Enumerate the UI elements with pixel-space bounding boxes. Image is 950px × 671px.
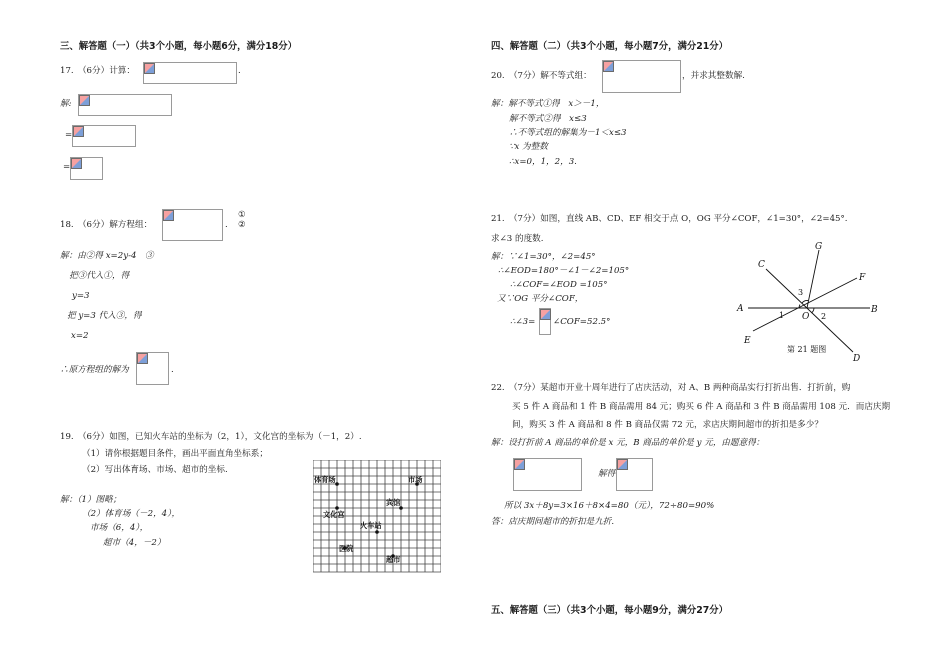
- q18-tail: .: [225, 220, 228, 230]
- q22-solution-image: [616, 458, 653, 491]
- q20-line1: 解：解不等式①得 x＞－1，: [491, 99, 605, 109]
- label-f: F: [859, 273, 866, 283]
- broken-image-icon: [144, 63, 155, 74]
- grid-label-market: 市场: [408, 475, 423, 484]
- q18-line4: 把 y=3 代入③，得: [67, 311, 142, 321]
- q22-stem: 22. （7分）某超市开业十周年进行了店庆活动，对 A、B 两种商品实行打折出售．打折前，购: [491, 383, 851, 393]
- q18-line5: x=2: [71, 331, 89, 341]
- broken-image-icon: [79, 95, 90, 106]
- grid-label-hotel: 宾馆: [386, 498, 401, 507]
- grid-label-train-station: 火车站: [360, 521, 382, 530]
- q18-mark-2: ②: [238, 220, 246, 230]
- line-ef: [753, 278, 857, 331]
- q17-solution-label: 解:: [60, 99, 72, 109]
- q20-line3: ∴不等式组的解集为－1＜x≤3: [509, 128, 627, 138]
- q22-stem3: 间，购买 3 件 A 商品和 8 件 B 商品仅需 72 元，求店庆期间超市的折扣是多少？: [512, 420, 823, 430]
- q22-line4: 答：店庆期间超市的折扣是九折.: [491, 517, 615, 527]
- broken-image-icon: [603, 61, 614, 72]
- broken-image-icon: [71, 158, 82, 169]
- grid-label-supermarket: 超市: [386, 555, 401, 564]
- q20-line2: 解不等式②得 x≤3: [509, 114, 587, 124]
- q17-expression-image: [143, 62, 237, 84]
- q21-line5a: ∴∠3=: [510, 317, 536, 327]
- q19-ans2: 市场（6，4），: [90, 523, 149, 533]
- q19-stem: 19. （6分）如图，已知火车站的坐标为（2，1），文化宫的坐标为（－1，2）.: [60, 432, 362, 442]
- label-d: D: [853, 354, 861, 364]
- q22-equations-image: [513, 458, 582, 491]
- label-b: B: [871, 305, 878, 315]
- q19-ans3: 超市（4，－2）: [103, 538, 166, 548]
- broken-image-icon: [137, 353, 148, 364]
- label-o: O: [802, 312, 810, 322]
- q19-ans0: 解：（1）图略；: [60, 495, 122, 505]
- q17-step1-image: [78, 94, 172, 116]
- q22-line1: 解：设打折前 A 商品的单价是 x 元，B 商品的单价是 y 元，由题意得：: [491, 438, 765, 448]
- q18-system-image: [162, 209, 223, 241]
- q20-tail: ，并求其整数解.: [682, 71, 745, 81]
- angle-2-arc: [812, 308, 815, 313]
- broken-image-icon: [617, 459, 628, 470]
- q18-answer-image: [136, 352, 169, 385]
- point-stadium: [335, 482, 339, 486]
- q22-stem2: 买 5 件 A 商品和 1 件 B 商品需用 84 元；购买 6 件 A 商品和 3 件 B 商品需用 108 元．而店庆期: [512, 402, 891, 412]
- q21-half-fraction-image: [539, 308, 551, 335]
- q18-line6: ∴原方程组的解为: [60, 365, 129, 375]
- q21-geometry-figure: [735, 237, 885, 367]
- q21-stem2: 求∠3 的度数.: [491, 234, 544, 244]
- q19-ans1: （2）体育场（－2，4），: [82, 509, 181, 519]
- q21-line3: ∴∠COF=∠EOD =105°: [510, 280, 608, 290]
- q18-line6-tail: .: [171, 365, 174, 375]
- q17-equals-1: =: [65, 130, 73, 140]
- point-train-station: [375, 530, 379, 534]
- q18-line2: 把③代入①，得: [69, 271, 130, 281]
- broken-image-icon: [163, 210, 174, 221]
- ray-og: [807, 250, 819, 308]
- label-angle-3: 3: [798, 288, 804, 297]
- q18-stem: 18. （6分）解方程组：: [60, 220, 153, 230]
- label-angle-1: 1: [779, 311, 785, 320]
- q17-equals-2: =: [63, 162, 71, 172]
- q22-line2: 解得: [598, 469, 616, 479]
- q21-line1: 解：∵∠1=30°，∠2=45°: [491, 252, 596, 262]
- q17-result-image: [70, 157, 103, 180]
- section5-title: 五、解答题（三）（共3个小题，每小题9分，满分27分）: [491, 605, 729, 616]
- q18-line3: y=3: [72, 291, 90, 301]
- q21-line2: ∴∠EOD=180°－∠1－∠2=105°: [498, 266, 630, 276]
- q20-line4: ∵x 为整数: [509, 142, 548, 152]
- q17-tail: .: [238, 66, 241, 76]
- section4-title: 四、解答题（二）（共3个小题，每小题7分，满分21分）: [491, 41, 729, 52]
- q19-grid-map: [313, 460, 441, 576]
- q21-line4: 又∵OG 平分∠COF，: [497, 294, 584, 304]
- q20-line5: ∴x=0，1，2，3.: [509, 157, 577, 167]
- grid-label-stadium: 体育场: [314, 475, 336, 484]
- q18-line1: 解：由②得 x=2y-4 ③: [60, 251, 154, 261]
- grid-label-hospital: 医院: [339, 544, 354, 553]
- label-e: E: [744, 336, 751, 346]
- grid-label-cultural-palace: 文化宫: [323, 510, 345, 519]
- q22-line3: 所以 3x＋8y=3×16＋8×4=80（元），72÷80=90%: [504, 501, 715, 511]
- angle-3-arc: [802, 300, 808, 303]
- q19-sub1: （1）请你根据题目条件，画出平面直角坐标系；: [82, 449, 268, 459]
- figure-caption: 第 21 题图: [787, 345, 827, 354]
- label-angle-2: 2: [821, 312, 827, 321]
- label-g: G: [815, 242, 823, 252]
- broken-image-icon: [514, 459, 525, 470]
- q19-sub2: （2）写出体育场、市场、超市的坐标.: [82, 465, 228, 475]
- broken-image-icon: [540, 309, 551, 320]
- section3-title: 三、解答题（一）（共3个小题，每小题6分，满分18分）: [60, 41, 298, 52]
- q17-step2-image: [72, 125, 136, 147]
- q20-system-image: [602, 60, 681, 93]
- q21-line5b: ∠COF=52.5°: [553, 317, 611, 327]
- broken-image-icon: [73, 126, 84, 137]
- label-c: C: [758, 260, 765, 270]
- q18-mark-1: ①: [238, 210, 246, 220]
- q20-stem: 20. （7分）解不等式组：: [491, 71, 592, 81]
- q21-stem: 21. （7分）如图，直线 AB、CD、EF 相交于点 O，OG 平分∠COF，∠1=30°，∠2=45°.: [491, 214, 848, 224]
- q17-stem: 17. （6分）计算：: [60, 66, 135, 76]
- label-a: A: [737, 304, 744, 314]
